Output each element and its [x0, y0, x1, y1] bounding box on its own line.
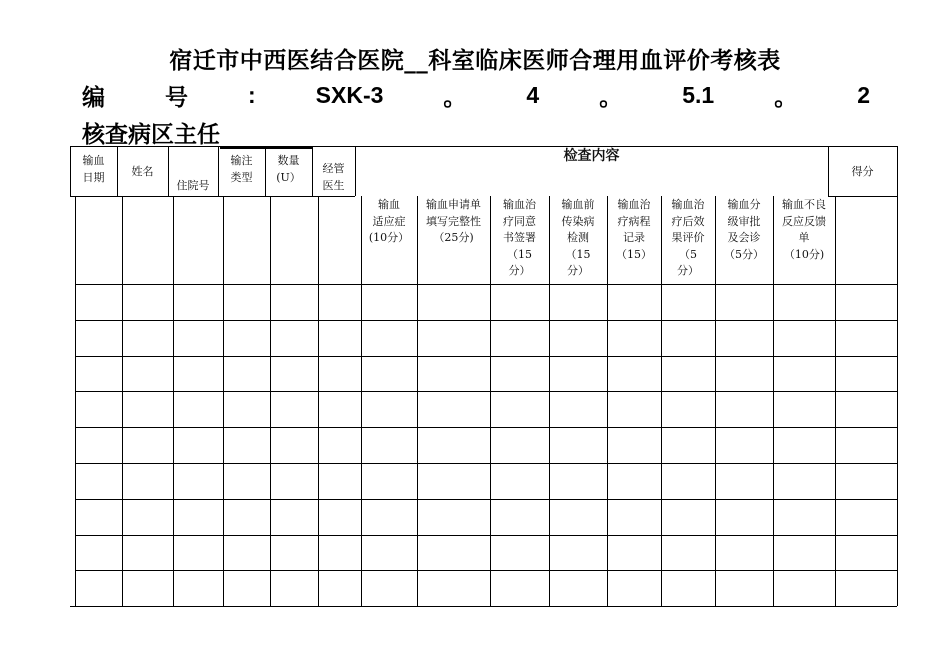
table-cell[interactable] [418, 500, 489, 534]
table-cell[interactable] [418, 571, 489, 605]
table-cell[interactable] [550, 536, 606, 570]
table-cell[interactable] [319, 536, 360, 570]
table-cell[interactable] [123, 500, 172, 534]
table-cell[interactable] [836, 321, 896, 355]
table-cell[interactable] [550, 321, 606, 355]
table-cell[interactable] [550, 357, 606, 391]
table-cell[interactable] [76, 464, 121, 498]
table-cell[interactable] [271, 392, 317, 426]
table-cell[interactable] [550, 500, 606, 534]
table-cell[interactable] [662, 536, 714, 570]
table-cell[interactable] [174, 500, 222, 534]
table-cell[interactable] [319, 285, 360, 319]
table-cell[interactable] [362, 392, 416, 426]
table-cell[interactable] [608, 536, 660, 570]
table-cell[interactable] [774, 285, 834, 319]
table-cell[interactable] [608, 392, 660, 426]
table-cell[interactable] [716, 571, 772, 605]
table-cell[interactable] [716, 392, 772, 426]
table-cell[interactable] [362, 357, 416, 391]
table-cell[interactable] [716, 500, 772, 534]
code-part: : [248, 81, 256, 108]
table-cell[interactable] [76, 536, 121, 570]
table-cell[interactable] [716, 428, 772, 462]
table-cell[interactable] [362, 285, 416, 319]
table-cell[interactable] [418, 464, 489, 498]
table-cell[interactable] [608, 500, 660, 534]
table-cell[interactable] [224, 536, 269, 570]
table-cell[interactable] [224, 571, 269, 605]
table-cell[interactable] [123, 428, 172, 462]
table-cell[interactable] [608, 464, 660, 498]
table-cell[interactable] [362, 500, 416, 534]
table-cell[interactable] [319, 321, 360, 355]
table-cell[interactable] [123, 357, 172, 391]
table-cell[interactable] [608, 285, 660, 319]
table-cell[interactable] [123, 464, 172, 498]
table-cell[interactable] [774, 536, 834, 570]
table-cell[interactable] [662, 428, 714, 462]
table-cell[interactable] [123, 321, 172, 355]
table-cell[interactable] [271, 500, 317, 534]
table-cell[interactable] [271, 357, 317, 391]
table-cell[interactable] [716, 464, 772, 498]
table-cell[interactable] [123, 571, 172, 605]
table-cell[interactable] [418, 536, 489, 570]
table-cell[interactable] [716, 285, 772, 319]
table-cell[interactable] [550, 464, 606, 498]
table-cell[interactable] [319, 571, 360, 605]
table-cell[interactable] [174, 357, 222, 391]
table-cell[interactable] [174, 571, 222, 605]
table-cell[interactable] [271, 571, 317, 605]
table-cell[interactable] [418, 357, 489, 391]
table-cell[interactable] [362, 536, 416, 570]
table-cell[interactable] [174, 392, 222, 426]
table-cell[interactable] [550, 571, 606, 605]
director-label: 核查病区主任 [82, 122, 220, 148]
table-cell[interactable] [319, 392, 360, 426]
table-cell[interactable] [774, 571, 834, 605]
table-cell[interactable] [774, 321, 834, 355]
table-cell[interactable] [76, 392, 121, 426]
table-cell[interactable] [774, 392, 834, 426]
table-cell[interactable] [174, 464, 222, 498]
table-cell[interactable] [836, 285, 896, 319]
table-cell[interactable] [836, 357, 896, 391]
subheader-criterion: 输血不良 反应反馈 单 （10分) [782, 198, 826, 261]
table-cell[interactable] [608, 428, 660, 462]
table-cell[interactable] [550, 428, 606, 462]
table-cell[interactable] [362, 321, 416, 355]
table-cell[interactable] [491, 464, 548, 498]
subheader-criterion: 输血 适应症 (10分） [368, 198, 410, 244]
table-cell[interactable] [76, 321, 121, 355]
table-cell[interactable] [662, 285, 714, 319]
header-doctor: 经管 医生 [322, 162, 345, 192]
table-cell[interactable] [319, 428, 360, 462]
table-cell[interactable] [174, 428, 222, 462]
table-cell[interactable] [76, 357, 121, 391]
table-cell[interactable] [362, 571, 416, 605]
table-cell[interactable] [319, 357, 360, 391]
table-cell[interactable] [662, 571, 714, 605]
code-part: 。 [443, 83, 467, 110]
table-cell[interactable] [418, 285, 489, 319]
table-cell[interactable] [271, 464, 317, 498]
table-cell[interactable] [174, 536, 222, 570]
table-cell[interactable] [76, 428, 121, 462]
table-cell[interactable] [716, 321, 772, 355]
table-cell[interactable] [362, 428, 416, 462]
code-part: 2 [857, 81, 870, 108]
code-part: 5.1 [682, 81, 715, 108]
table-cell[interactable] [224, 357, 269, 391]
header-qty: 数量 (U） [276, 154, 301, 184]
table-cell[interactable] [608, 571, 660, 605]
table-cell[interactable] [491, 357, 548, 391]
table-cell[interactable] [608, 357, 660, 391]
table-cell[interactable] [224, 428, 269, 462]
table-cell[interactable] [224, 464, 269, 498]
table-cell[interactable] [491, 571, 548, 605]
document-title: 宿迁市中西医结合医院__科室临床医师合理用血评价考核表 [169, 48, 781, 74]
table-cell[interactable] [174, 285, 222, 319]
table-cell[interactable] [271, 428, 317, 462]
code-part: SXK-3 [315, 81, 384, 108]
table-cell[interactable] [123, 285, 172, 319]
header-check-content: 检查内容 [563, 148, 620, 164]
table-cell[interactable] [224, 500, 269, 534]
table-cell[interactable] [271, 536, 317, 570]
table-cell[interactable] [836, 536, 896, 570]
table-cell[interactable] [319, 464, 360, 498]
table-cell[interactable] [662, 392, 714, 426]
table-cell[interactable] [491, 500, 548, 534]
table-cell[interactable] [174, 321, 222, 355]
table-cell[interactable] [774, 357, 834, 391]
table-cell[interactable] [76, 500, 121, 534]
table-cell[interactable] [491, 321, 548, 355]
header-admission-no: 住院号 [176, 179, 210, 192]
code-part: 。 [774, 83, 798, 110]
table-cell[interactable] [836, 428, 896, 462]
table-cell[interactable] [76, 285, 121, 319]
subheader-criterion: 输血治 疗病程 记录 （15） [616, 198, 652, 261]
table-cell[interactable] [550, 392, 606, 426]
table-cell[interactable] [774, 500, 834, 534]
table-cell[interactable] [418, 428, 489, 462]
header-type: 输注 类型 [230, 154, 253, 184]
header-name: 姓名 [131, 165, 154, 178]
code-part: 。 [599, 83, 623, 110]
table-cell[interactable] [491, 285, 548, 319]
table-cell[interactable] [774, 464, 834, 498]
table-cell[interactable] [662, 500, 714, 534]
subheader-criterion: 输血治 疗后效 果评价 （5 分） [671, 198, 705, 277]
table-cell[interactable] [836, 392, 896, 426]
table-cell[interactable] [224, 285, 269, 319]
table-cell[interactable] [608, 321, 660, 355]
table-cell[interactable] [774, 428, 834, 462]
table-cell[interactable] [836, 571, 896, 605]
table-cell[interactable] [662, 321, 714, 355]
code-part: 号 [165, 83, 188, 110]
subheader-criterion: 输血治 疗同意 书签署 （15 分） [503, 198, 536, 277]
table-cell[interactable] [224, 321, 269, 355]
code-part: 编 [82, 83, 105, 110]
table-cell[interactable] [491, 536, 548, 570]
table-cell[interactable] [271, 321, 317, 355]
table-cell[interactable] [716, 357, 772, 391]
table-cell[interactable] [836, 500, 896, 534]
table-cell[interactable] [319, 500, 360, 534]
header-score: 得分 [851, 165, 874, 178]
table-cell[interactable] [123, 392, 172, 426]
subheader-criterion: 输血申请单 填写完整性 （25分) [426, 198, 481, 244]
table-cell[interactable] [550, 285, 606, 319]
table-cell[interactable] [662, 464, 714, 498]
table-cell[interactable] [123, 536, 172, 570]
table-cell[interactable] [491, 392, 548, 426]
table-cell[interactable] [418, 321, 489, 355]
table-cell[interactable] [662, 357, 714, 391]
table-cell[interactable] [418, 392, 489, 426]
table-cell[interactable] [836, 464, 896, 498]
table-cell[interactable] [716, 536, 772, 570]
subheader-criterion: 输血分 级审批 及会诊 （5分） [724, 198, 764, 261]
subheader-criterion: 输血前 传染病 检测 （15 分） [561, 198, 595, 277]
table-cell[interactable] [362, 464, 416, 498]
table-cell[interactable] [271, 285, 317, 319]
table-cell[interactable] [76, 571, 121, 605]
table-cell[interactable] [224, 392, 269, 426]
code-part: 4 [526, 81, 540, 108]
header-date: 输血 日期 [82, 154, 105, 184]
table-cell[interactable] [491, 428, 548, 462]
